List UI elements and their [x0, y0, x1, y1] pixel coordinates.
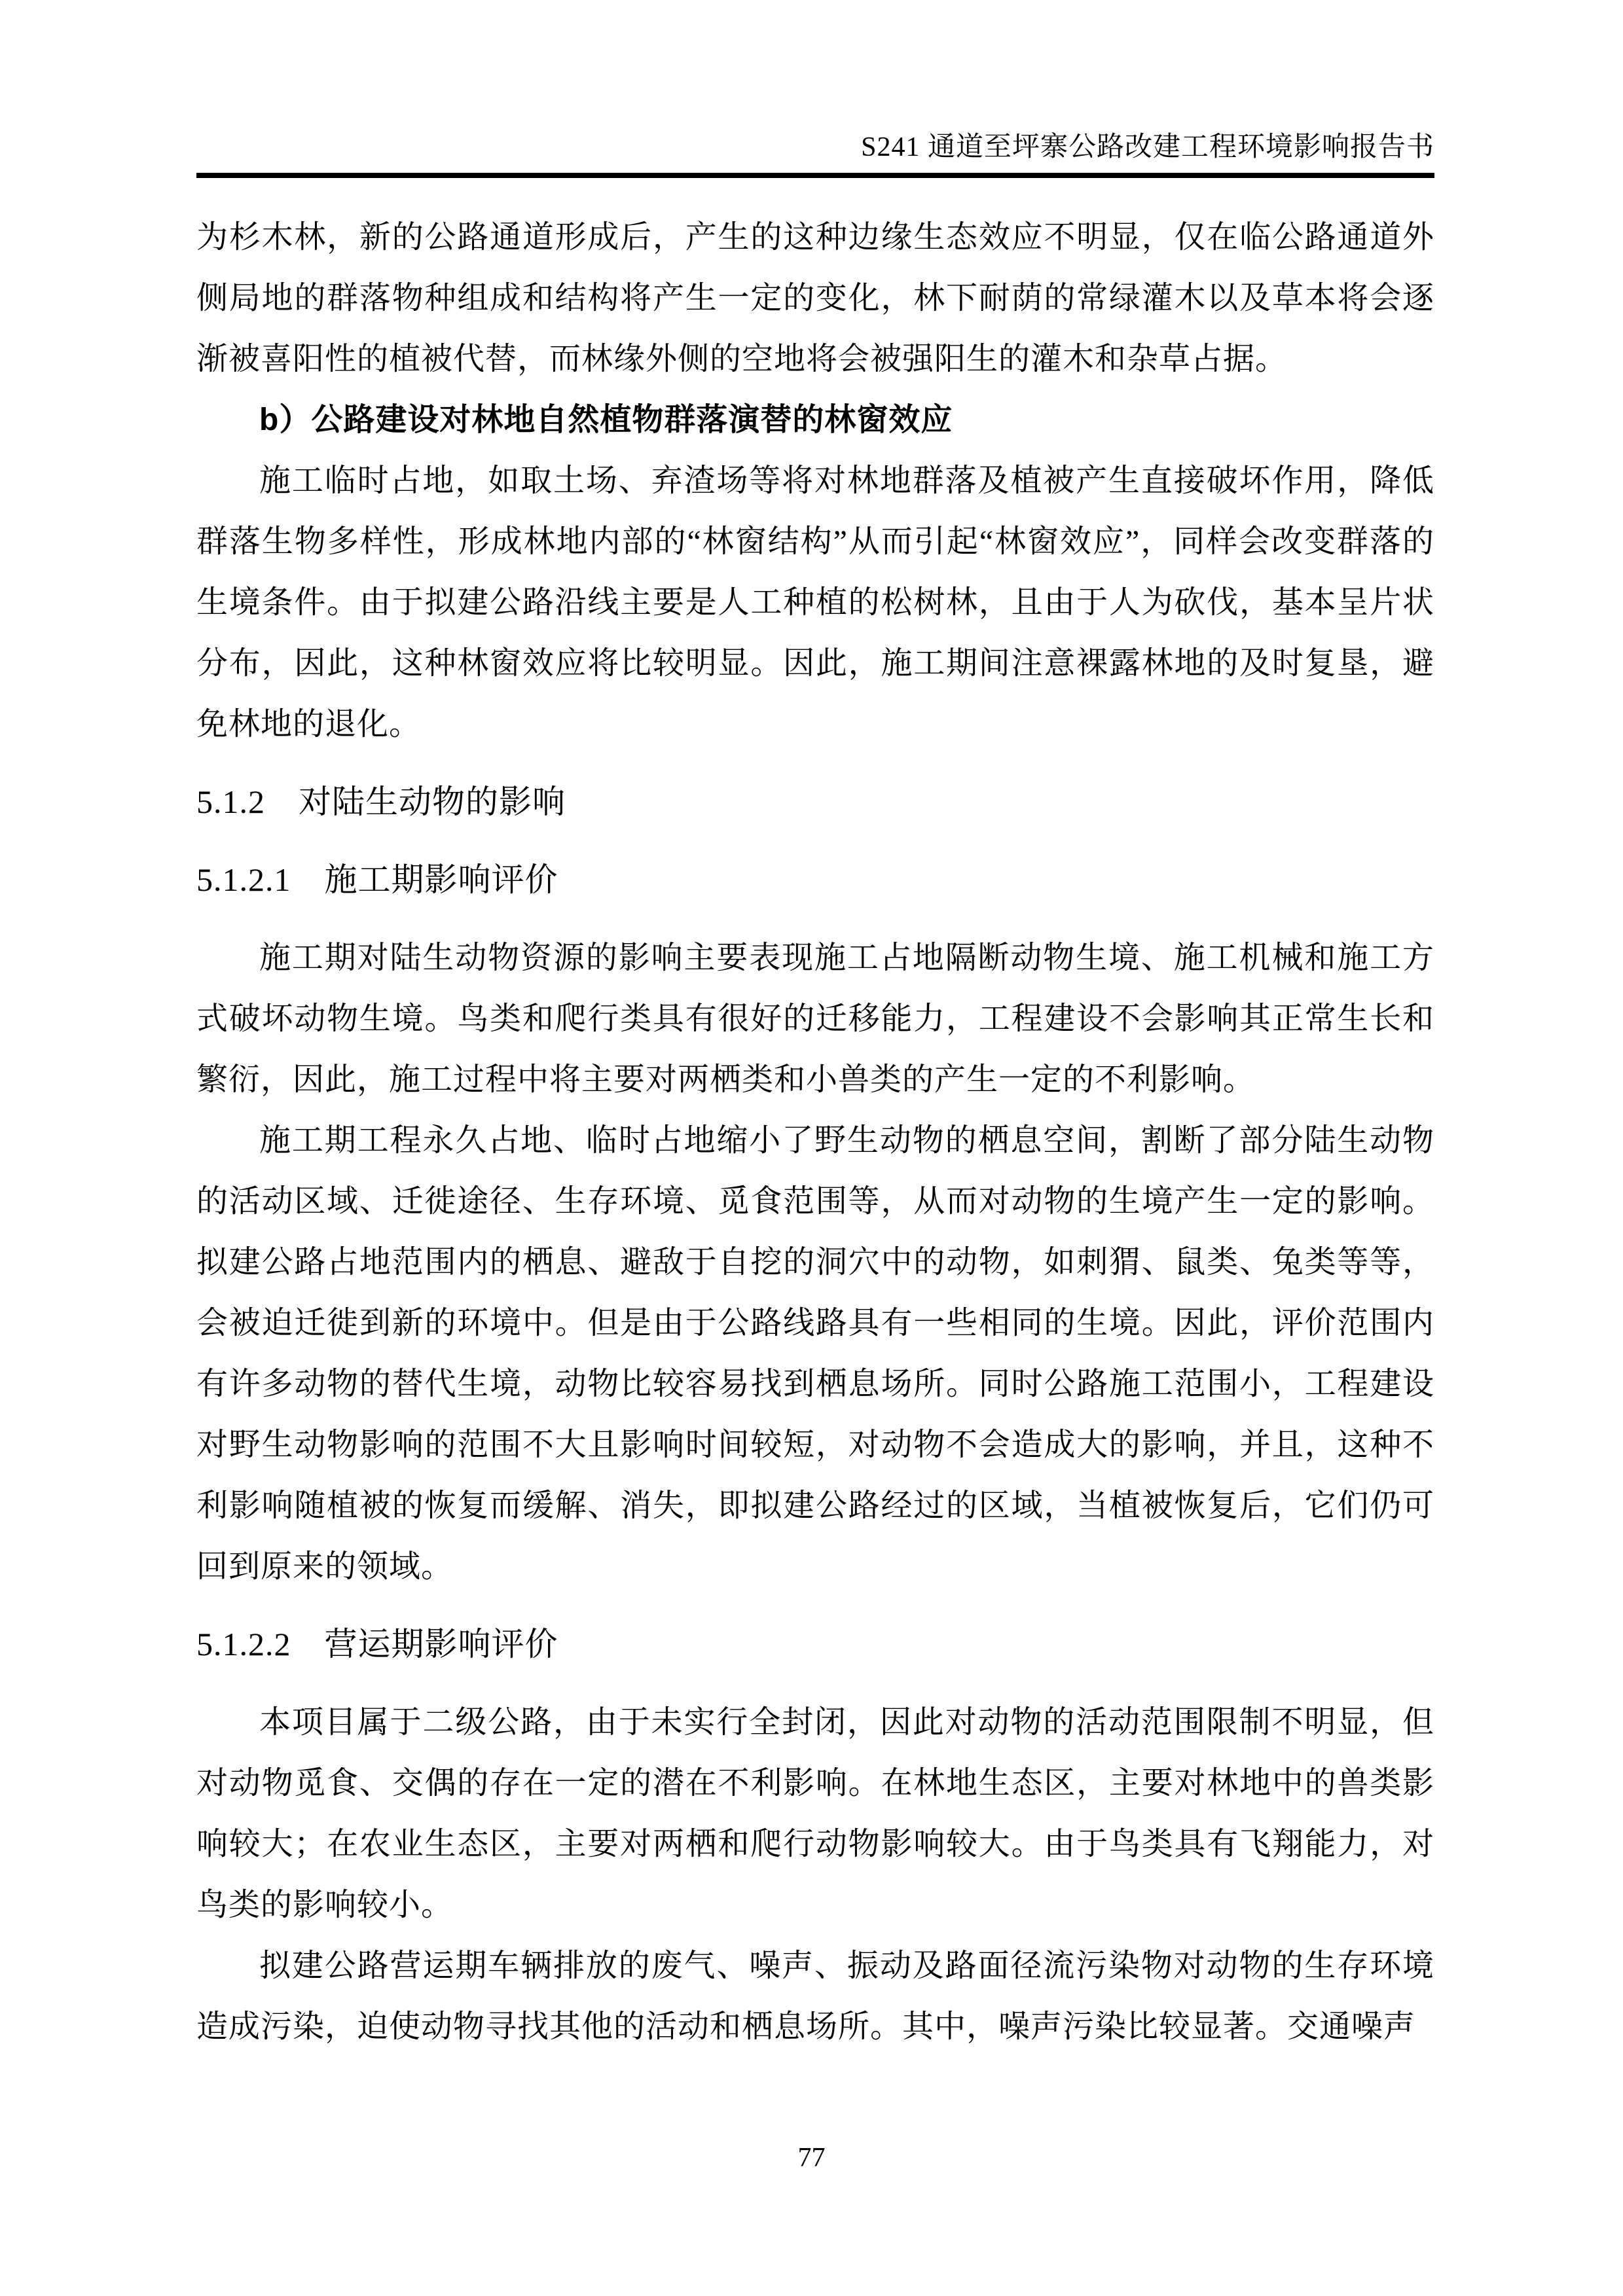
- heading-5-1-2-1-construction-period: 5.1.2.1 施工期影响评价: [196, 861, 558, 898]
- paragraph-temporary-land-occupation: 施工临时占地，如取土场、弃渣场等将对林地群落及植被产生直接破坏作用，降低群落生物多样性，形成林地内部的“林窗结构”从而引起“林窗效应”，同样会改变群落的生境条件。由于拟建公路沿线主要是人工种植的松树林，且由于人为砍伐，基本呈片状分布，因此，这种林窗效应将比较明显。因此，施工期间注意裸露林地的及时复垦，避免林地的退化。: [196, 463, 1434, 742]
- page-number: 77: [797, 2143, 826, 2173]
- heading-forest-gap-effect: b）公路建设对林地自然植物群落演替的林窗效应: [259, 403, 953, 437]
- page-header: [196, 130, 1434, 178]
- header-rule-divider: [196, 173, 1434, 178]
- paragraph-operation-pollution: 拟建公路营运期车辆排放的废气、噪声、振动及路面径流污染物对动物的生存环境造成污染，迫使动物寻找其他的活动和栖息场所。其中，噪声污染比较显著。交通噪声: [196, 1948, 1434, 2044]
- paragraph-construction-impact: 施工期对陆生动物资源的影响主要表现施工占地隔断动物生境、施工机械和施工方式破坏动物生境。鸟类和爬行类具有很好的迁移能力，工程建设不会影响其正常生长和繁衍，因此，施工过程中将主要对两栖类和小兽类的产生一定的不利影响。: [196, 941, 1434, 1097]
- paragraph-operation-impact: 本项目属于二级公路，由于未实行全封闭，因此对动物的活动范围限制不明显，但对动物觅食、交偶的存在一定的潜在不利影响。在林地生态区，主要对林地中的兽类影响较大；在农业生态区，主要对两栖和爬行动物影响较大。由于鸟类具有飞翔能力，对鸟类的影响较小。: [196, 1705, 1434, 1922]
- paragraph-habitat-reduction: 施工期工程永久占地、临时占地缩小了野生动物的栖息空间，割断了部分陆生动物的活动区域、迁徙途径、生存环境、觅食范围等，从而对动物的生境产生一定的影响。拟建公路占地范围内的栖息、避敌于自挖的洞穴中的动物，如刺猬、鼠类、兔类等等，会被迫迁徙到新的环境中。但是由于公路线路具有一些相同的生境。因此，评价范围内有许多动物的替代生境，动物比较容易找到栖息场所。同时公路施工范围小，工程建设对野生动物影响的范围不大且影响时间较短，对动物不会造成大的影响，并且，这种不利影响随植被的恢复而缓解、消失，即拟建公路经过的区域，当植被恢复后，它们仍可回到原来的领域。: [196, 1123, 1434, 1584]
- header-title: S241 通道至坪寨公路改建工程环境影响报告书: [861, 132, 1434, 162]
- heading-5-1-2-terrestrial-animals: 5.1.2 对陆生动物的影响: [196, 783, 566, 820]
- heading-5-1-2-2-operation-period: 5.1.2.2 营运期影响评价: [196, 1626, 558, 1662]
- page-body: [196, 207, 1434, 2057]
- paragraph-edge-effect-continuation: 为杉木林，新的公路通道形成后，产生的这种边缘生态效应不明显，仅在临公路通道外侧局地的群落物种组成和结构将产生一定的变化，林下耐荫的常绿灌木以及草本将会逐渐被喜阳性的植被代替，而林缘外侧的空地将会被强阳生的灌木和杂草占据。: [196, 220, 1434, 376]
